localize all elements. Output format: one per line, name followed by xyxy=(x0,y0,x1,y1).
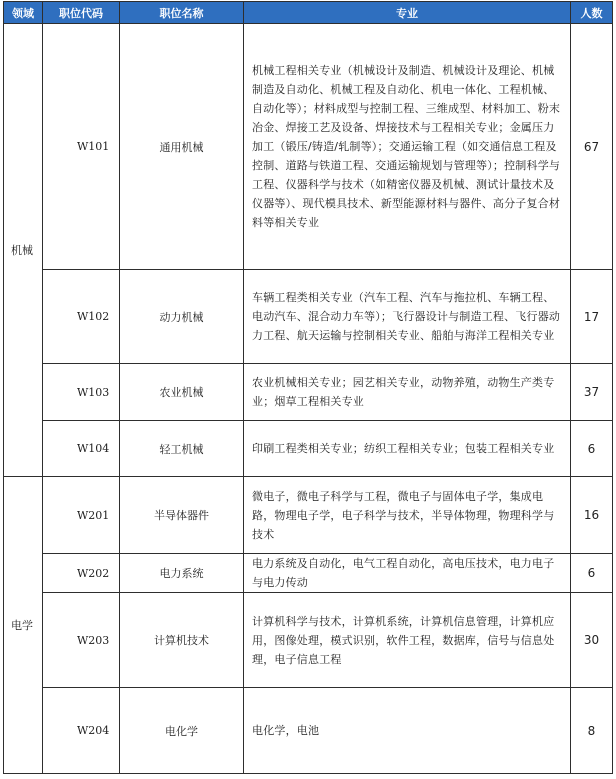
major-requirements: 农业机械相关专业；园艺相关专业，动物养殖，动物生产类专业；烟草工程相关专业 xyxy=(244,364,571,421)
position-code: W104 xyxy=(43,421,120,477)
header-name: 职位名称 xyxy=(120,2,244,24)
major-requirements: 微电子，微电子科学与工程，微电子与固体电子学，集成电路，物理电子学，电子科学与技术，半导体物理，物理科学与技术 xyxy=(244,477,571,554)
table-row xyxy=(4,24,613,270)
header-area: 领域 xyxy=(4,2,43,24)
table-header-row xyxy=(4,2,613,24)
positions-table xyxy=(3,1,613,774)
table-row xyxy=(4,364,613,421)
position-name: 半导体器件 xyxy=(120,477,244,554)
position-name: 计算机技术 xyxy=(120,593,244,688)
area-cell-mechanical: 机械 xyxy=(4,24,43,477)
position-code: W103 xyxy=(43,364,120,421)
position-code: W203 xyxy=(43,593,120,688)
position-code: W102 xyxy=(43,270,120,364)
position-code: W101 xyxy=(43,24,120,270)
major-requirements: 车辆工程类相关专业（汽车工程、汽车与拖拉机、车辆工程、电动汽车、混合动力车等）；飞行器设计与制造工程、飞行器动力工程、航天运输与控制相关专业、船舶与海洋工程相关专业 xyxy=(244,270,571,364)
headcount: 16 xyxy=(571,477,613,554)
headcount: 6 xyxy=(571,554,613,593)
position-name: 电化学 xyxy=(120,688,244,774)
position-code: W204 xyxy=(43,688,120,774)
table-row xyxy=(4,688,613,774)
header-count: 人数 xyxy=(571,2,613,24)
position-name: 通用机械 xyxy=(120,24,244,270)
major-requirements: 电化学，电池 xyxy=(244,688,571,774)
headcount: 6 xyxy=(571,421,613,477)
position-name: 农业机械 xyxy=(120,364,244,421)
headcount: 67 xyxy=(571,24,613,270)
headcount: 8 xyxy=(571,688,613,774)
table-row xyxy=(4,554,613,593)
major-requirements: 计算机科学与技术，计算机系统，计算机信息管理，计算机应用，图像处理，模式识别，软件工程，数据库，信号与信息处理，电子信息工程 xyxy=(244,593,571,688)
header-major: 专业 xyxy=(244,2,571,24)
position-name: 动力机械 xyxy=(120,270,244,364)
position-name: 电力系统 xyxy=(120,554,244,593)
table-row xyxy=(4,593,613,688)
table-row xyxy=(4,421,613,477)
headcount: 37 xyxy=(571,364,613,421)
major-requirements: 机械工程相关专业（机械设计及制造、机械设计及理论、机械制造及自动化、机械工程及自动化、机电一体化、工程机械、自动化等）；材料成型与控制工程、三维成型、材料加工、粉末冶金、焊接工艺及设备、焊接技术与工程相关专业；金属压力加工（锻压/铸造/轧制等）；交通运输工程（如交通信息工程及控制、道路与铁道工程、交通运输规划与管理等）；控制科学与工程、仪器科学与技术（如精密仪器及机械、测试计量技术及仪器等）、现代模具技术、新型能源材料与器件、高分子复合材料等相关专业 xyxy=(244,24,571,270)
major-requirements: 印刷工程类相关专业；纺织工程相关专业；包装工程相关专业 xyxy=(244,421,571,477)
position-name: 轻工机械 xyxy=(120,421,244,477)
table-row xyxy=(4,477,613,554)
area-cell-electrical: 电学 xyxy=(4,477,43,774)
table-row xyxy=(4,270,613,364)
headcount: 30 xyxy=(571,593,613,688)
headcount: 17 xyxy=(571,270,613,364)
header-code: 职位代码 xyxy=(43,2,120,24)
position-code: W202 xyxy=(43,554,120,593)
position-code: W201 xyxy=(43,477,120,554)
major-requirements: 电力系统及自动化，电气工程自动化，高电压技术，电力电子与电力传动 xyxy=(244,554,571,593)
